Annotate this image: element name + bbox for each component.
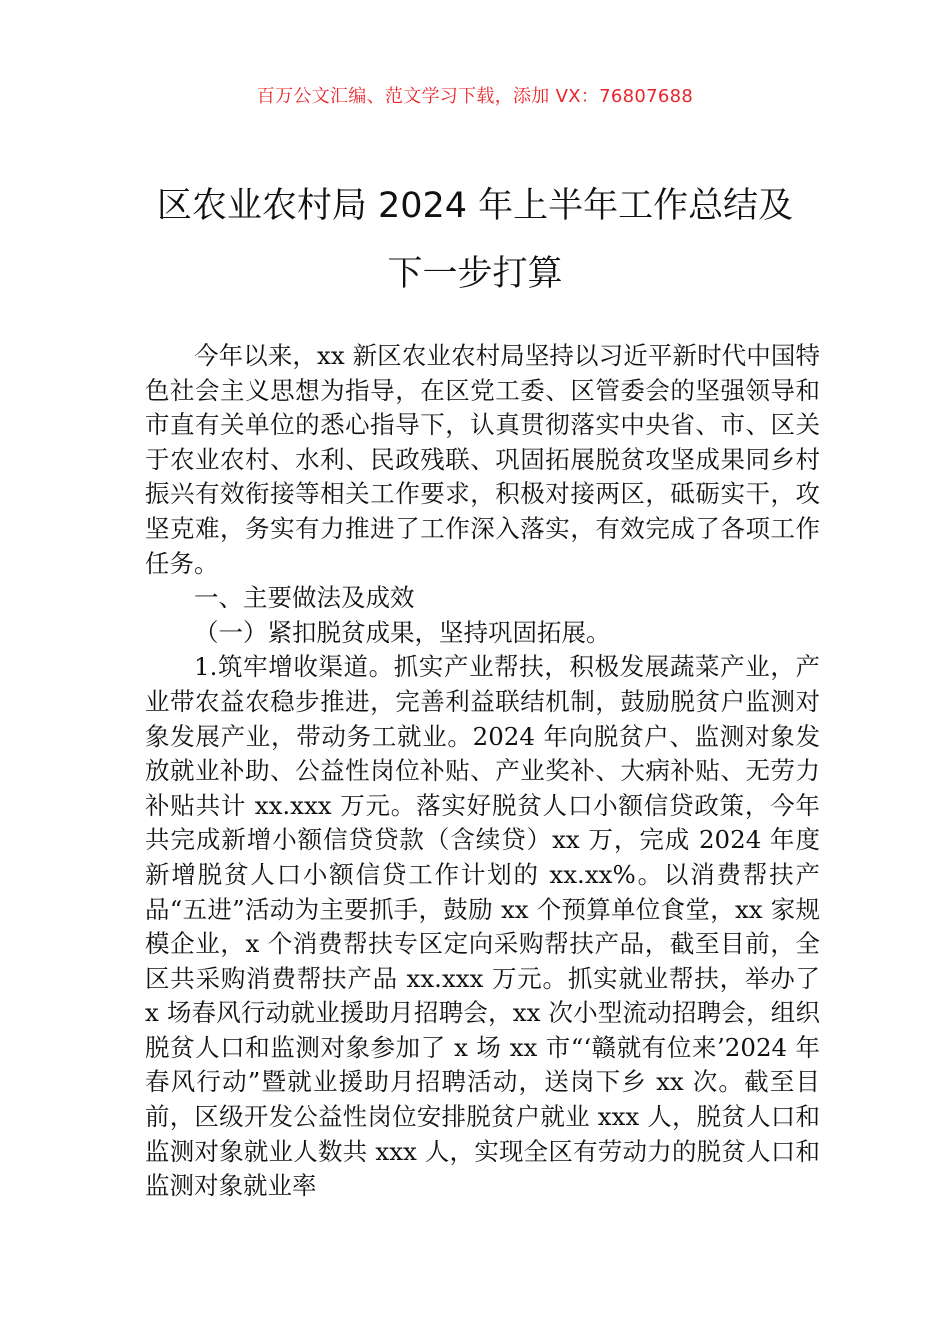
document-title: 区农业农村局 2024 年上半年工作总结及下一步打算 [156,186,794,294]
section-heading: 一、主要做法及成效 [194,583,415,613]
intro-paragraph: 今年以来，xx 新区农业农村局坚持以习近平新时代中国特色社会主义思想为指导，在区党工委、区管委会的坚强领导和市直有关单位的悉心指导下，认真贯彻落实中央省、市、区关于农业农村、水利、民政残联、巩固拓展脱贫攻坚成果同乡村振兴有效衔接等相关工作要求，积极对接两区，砥砺实干，攻坚克难，务实有力推进了工作深入落实，有效完成了各项工作任务。 [145,341,820,578]
watermark-header: 百万公文汇编、范文学习下载，添加 VX：76807688 [256,86,694,107]
document-body [145,339,820,1204]
subsection-heading: （一）紧扣脱贫成果，坚持巩固拓展。 [194,617,611,647]
body-paragraph: 1.筑牢增收渠道。抓实产业帮扶，积极发展蔬菜产业，产业带农益农稳步推进，完善利益联结机制，鼓励脱贫户监测对象发展产业，带动务工就业。2024 年向脱贫户、监测对象发放就业补助、公益性岗位补贴、产业奖补、大病补贴、无劳力补贴共计 xx.xxx 万元。落实好脱贫人口小额信贷政策，今年共完成新增小额信贷贷款（含续贷）xx 万，完成 2024 年度新增脱贫人口小额信贷工作计划的 xx.xx%。以消费帮扶产品“五进”活动为主要抓手，鼓励 xx 个预算单位食堂，xx 家规模企业，x 个消费帮扶专区定向采购帮扶产品，截至目前，全区共采购消费帮扶产品 xx.xxx 万元。抓实就业帮扶，举办了 x 场春风行动就业援助月招聘会，xx 次小型流动招聘会，组织脱贫人口和监测对象参加了 x 场 xx 市“‘赣就有位来’2024 年春风行动”暨就业援助月招聘活动，送岗下乡 xx 次。截至目前，区级开发公益性岗位安排脱贫户就业 xxx 人，脱贫人口和监测对象就业人数共 xxx 人，实现全区有劳动力的脱贫人口和监测对象就业率 [145,652,820,1201]
